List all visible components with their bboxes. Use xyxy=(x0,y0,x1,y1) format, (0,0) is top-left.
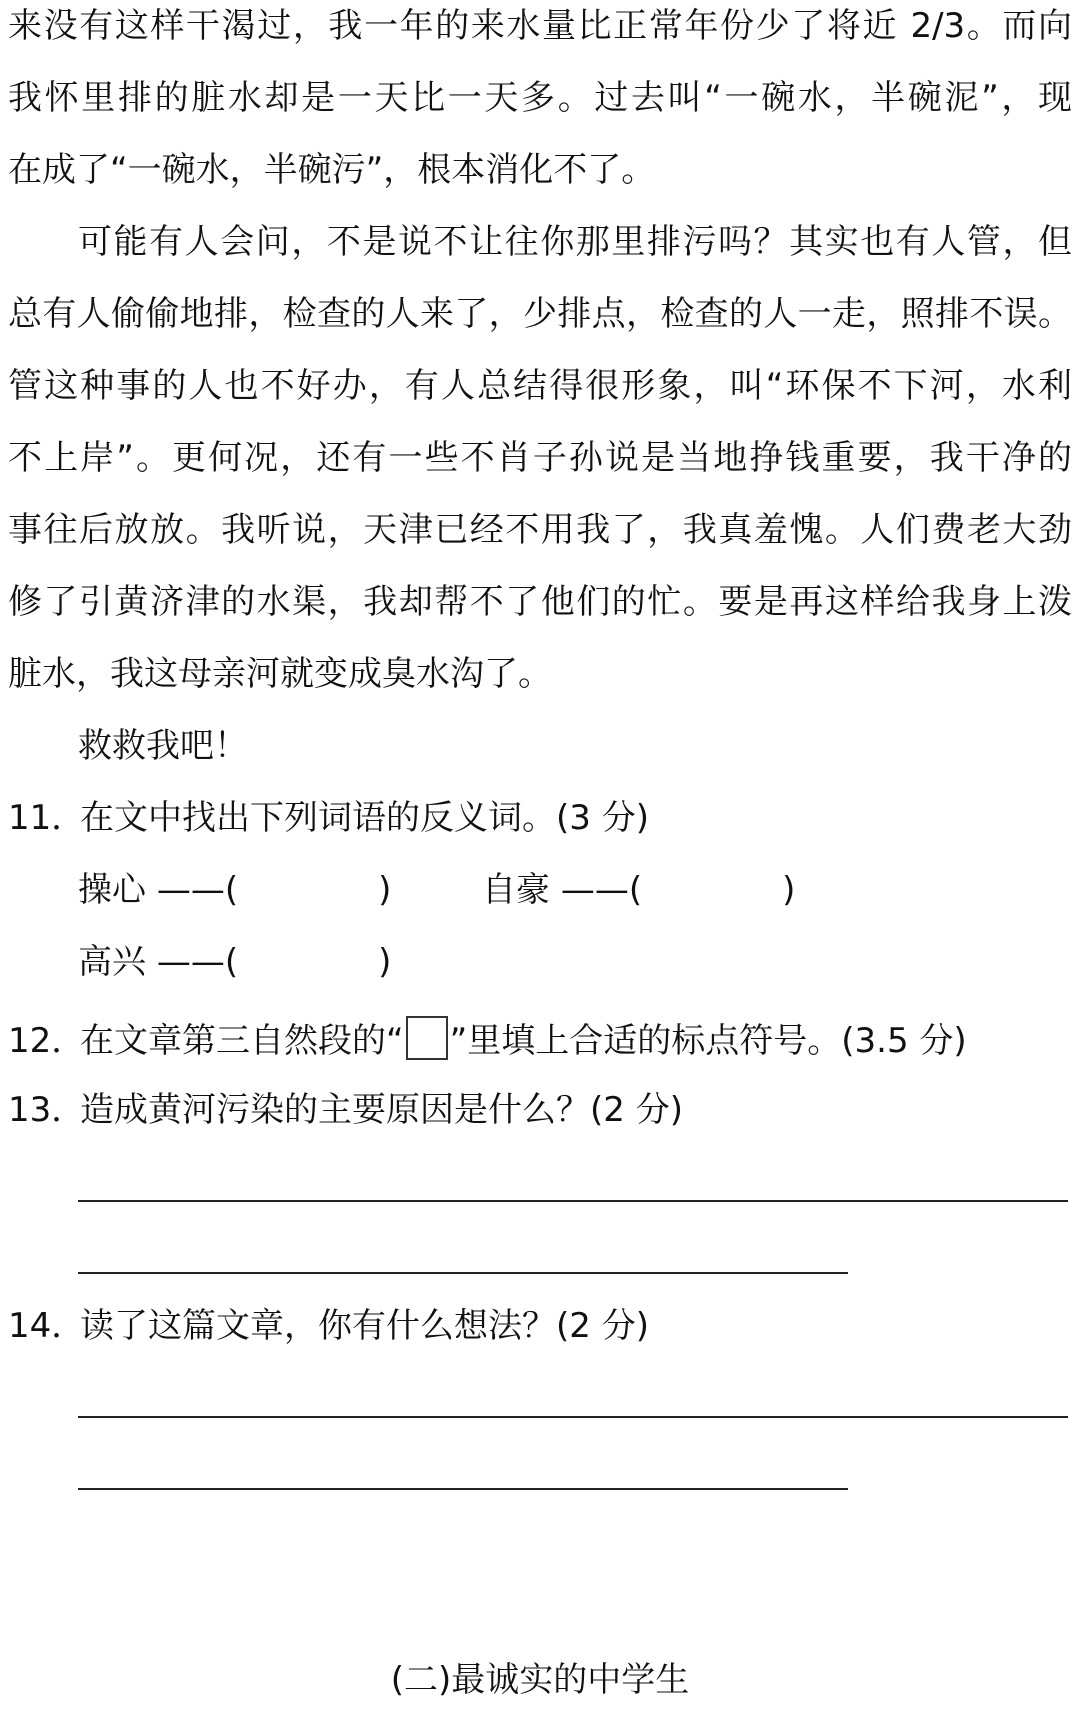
antonym-close-3: ) xyxy=(378,942,392,982)
question-13-number: 13． xyxy=(8,1090,86,1130)
passage-line-11: 救救我吧！ xyxy=(78,726,248,766)
question-13-text: 造成黄河污染的主要原因是什么？(2 分) xyxy=(80,1090,683,1130)
antonym-dash-3: ——( xyxy=(156,942,239,982)
question-11-number: 11． xyxy=(8,798,86,838)
antonym-word-1: 操心 xyxy=(78,870,146,910)
answer-line-13-1[interactable] xyxy=(78,1200,1068,1202)
passage-line-8: 事往后放放。我听说，天津已经不用我了，我真羞愧。人们费老大劲 xyxy=(8,510,1072,550)
question-11-text: 在文中找出下列词语的反义词。(3 分) xyxy=(80,798,649,838)
question-14-text: 读了这篇文章，你有什么想法？(2 分) xyxy=(80,1306,649,1346)
question-12-text-after: ”里填上合适的标点符号。(3.5 分) xyxy=(449,1021,967,1061)
answer-line-13-2[interactable] xyxy=(78,1272,848,1274)
question-12-number: 12． xyxy=(8,1021,86,1061)
punctuation-box[interactable] xyxy=(406,1016,448,1060)
question-12-text-before: 在文章第三自然段的“ xyxy=(80,1021,404,1061)
passage-line-4: 可能有人会问，不是说不让往你那里排污吗？其实也有人管，但 xyxy=(78,222,1072,262)
passage-line-10: 脏水，我这母亲河就变成臭水沟了。 xyxy=(8,654,552,694)
answer-line-14-1[interactable] xyxy=(78,1416,1068,1418)
passage-line-1: 来没有这样干渴过，我一年的来水量比正常年份少了将近 2/3。而向 xyxy=(8,6,1072,46)
question-12 xyxy=(8,1016,1072,1061)
antonym-pair-2 xyxy=(482,870,795,910)
passage-line-6: 管这种事的人也不好办，有人总结得很形象，叫“环保不下河，水利 xyxy=(8,366,1072,406)
antonym-pair-3 xyxy=(78,942,391,982)
antonym-dash-1: ——( xyxy=(156,870,239,910)
antonym-close-2: ) xyxy=(782,870,796,910)
passage-line-3: 在成了“一碗水，半碗污”，根本消化不了。 xyxy=(8,150,656,190)
answer-line-14-2[interactable] xyxy=(78,1488,848,1490)
passage-line-2: 我怀里排的脏水却是一天比一天多。过去叫“一碗水，半碗泥”，现 xyxy=(8,78,1072,118)
question-13 xyxy=(8,1090,1072,1130)
passage-line-7: 不上岸”。更何况，还有一些不肖子孙说是当地挣钱重要，我干净的 xyxy=(8,438,1072,478)
antonym-dash-2: ——( xyxy=(560,870,643,910)
antonym-close-1: ) xyxy=(378,870,392,910)
passage-line-5: 总有人偷偷地排，检查的人来了，少排点，检查的人一走，照排不误。 xyxy=(8,294,1072,334)
question-14-number: 14． xyxy=(8,1306,86,1346)
question-14 xyxy=(8,1306,1072,1346)
question-11 xyxy=(8,798,1072,838)
antonym-pair-1 xyxy=(78,870,391,910)
section-title: (二)最诚实的中学生 xyxy=(390,1660,690,1700)
antonym-word-2: 自豪 xyxy=(482,870,550,910)
passage-line-9: 修了引黄济津的水渠，我却帮不了他们的忙。要是再这样给我身上泼 xyxy=(8,582,1072,622)
antonym-word-3: 高兴 xyxy=(78,942,146,982)
